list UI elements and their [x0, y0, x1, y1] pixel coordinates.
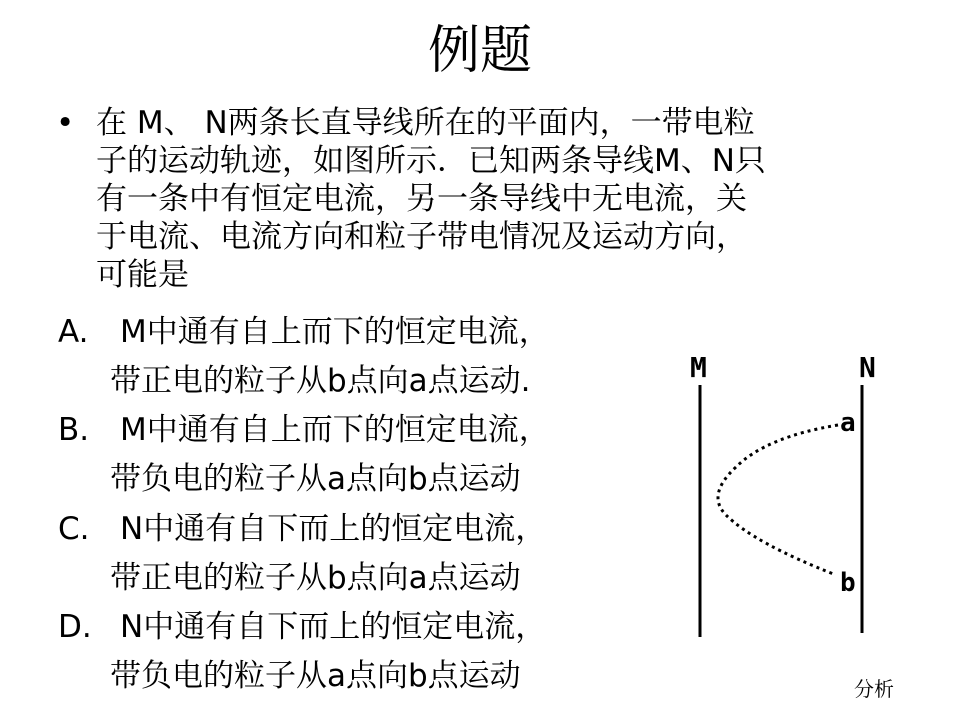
wire-trajectory-figure [680, 345, 880, 645]
option-letter: A. [58, 314, 89, 350]
question-line: 有一条中有恒定电流，另一条导线中无电流，关 [96, 181, 747, 217]
option-c [58, 510, 658, 548]
particle-trajectory [718, 425, 838, 575]
option-text: N中通有自下而上的恒定电流， [120, 609, 547, 645]
wire-m-label: M [690, 351, 707, 384]
question-text [96, 104, 906, 294]
question-line: 可能是 [96, 257, 189, 293]
option-text: N中通有自下而上的恒定电流， [120, 511, 547, 547]
wire-n-label: N [859, 351, 876, 384]
question-line: 子的运动轨迹，如图所示．已知两条导线M、N只 [96, 143, 766, 179]
option-b-detail: 带负电的粒子从a点向b点运动 [110, 461, 521, 497]
option-a-detail: 带正电的粒子从b点向a点运动. [110, 363, 531, 399]
option-text: M中通有自上而下的恒定电流， [120, 314, 550, 350]
option-letter: B. [58, 412, 90, 448]
option-text: M中通有自上而下的恒定电流， [120, 412, 550, 448]
option-letter: C. [58, 511, 90, 547]
bullet-dot: • [56, 105, 75, 141]
option-c-detail: 带正电的粒子从b点向a点运动 [110, 560, 521, 596]
option-d-detail: 带负电的粒子从a点向b点运动 [110, 658, 521, 694]
option-d [58, 608, 658, 646]
option-a [58, 313, 658, 351]
question-line: 于电流、电流方向和粒子带电情况及运动方向， [96, 219, 747, 255]
analysis-link[interactable]: 分析 [854, 677, 894, 701]
option-letter: D. [58, 609, 92, 645]
slide-title: 例题 [427, 21, 532, 81]
question-line: 在 M、 N两条长直导线所在的平面内，一带电粒 [96, 105, 755, 141]
point-a-label: a [840, 408, 856, 438]
point-b-label: b [840, 568, 856, 598]
option-b [58, 411, 658, 449]
